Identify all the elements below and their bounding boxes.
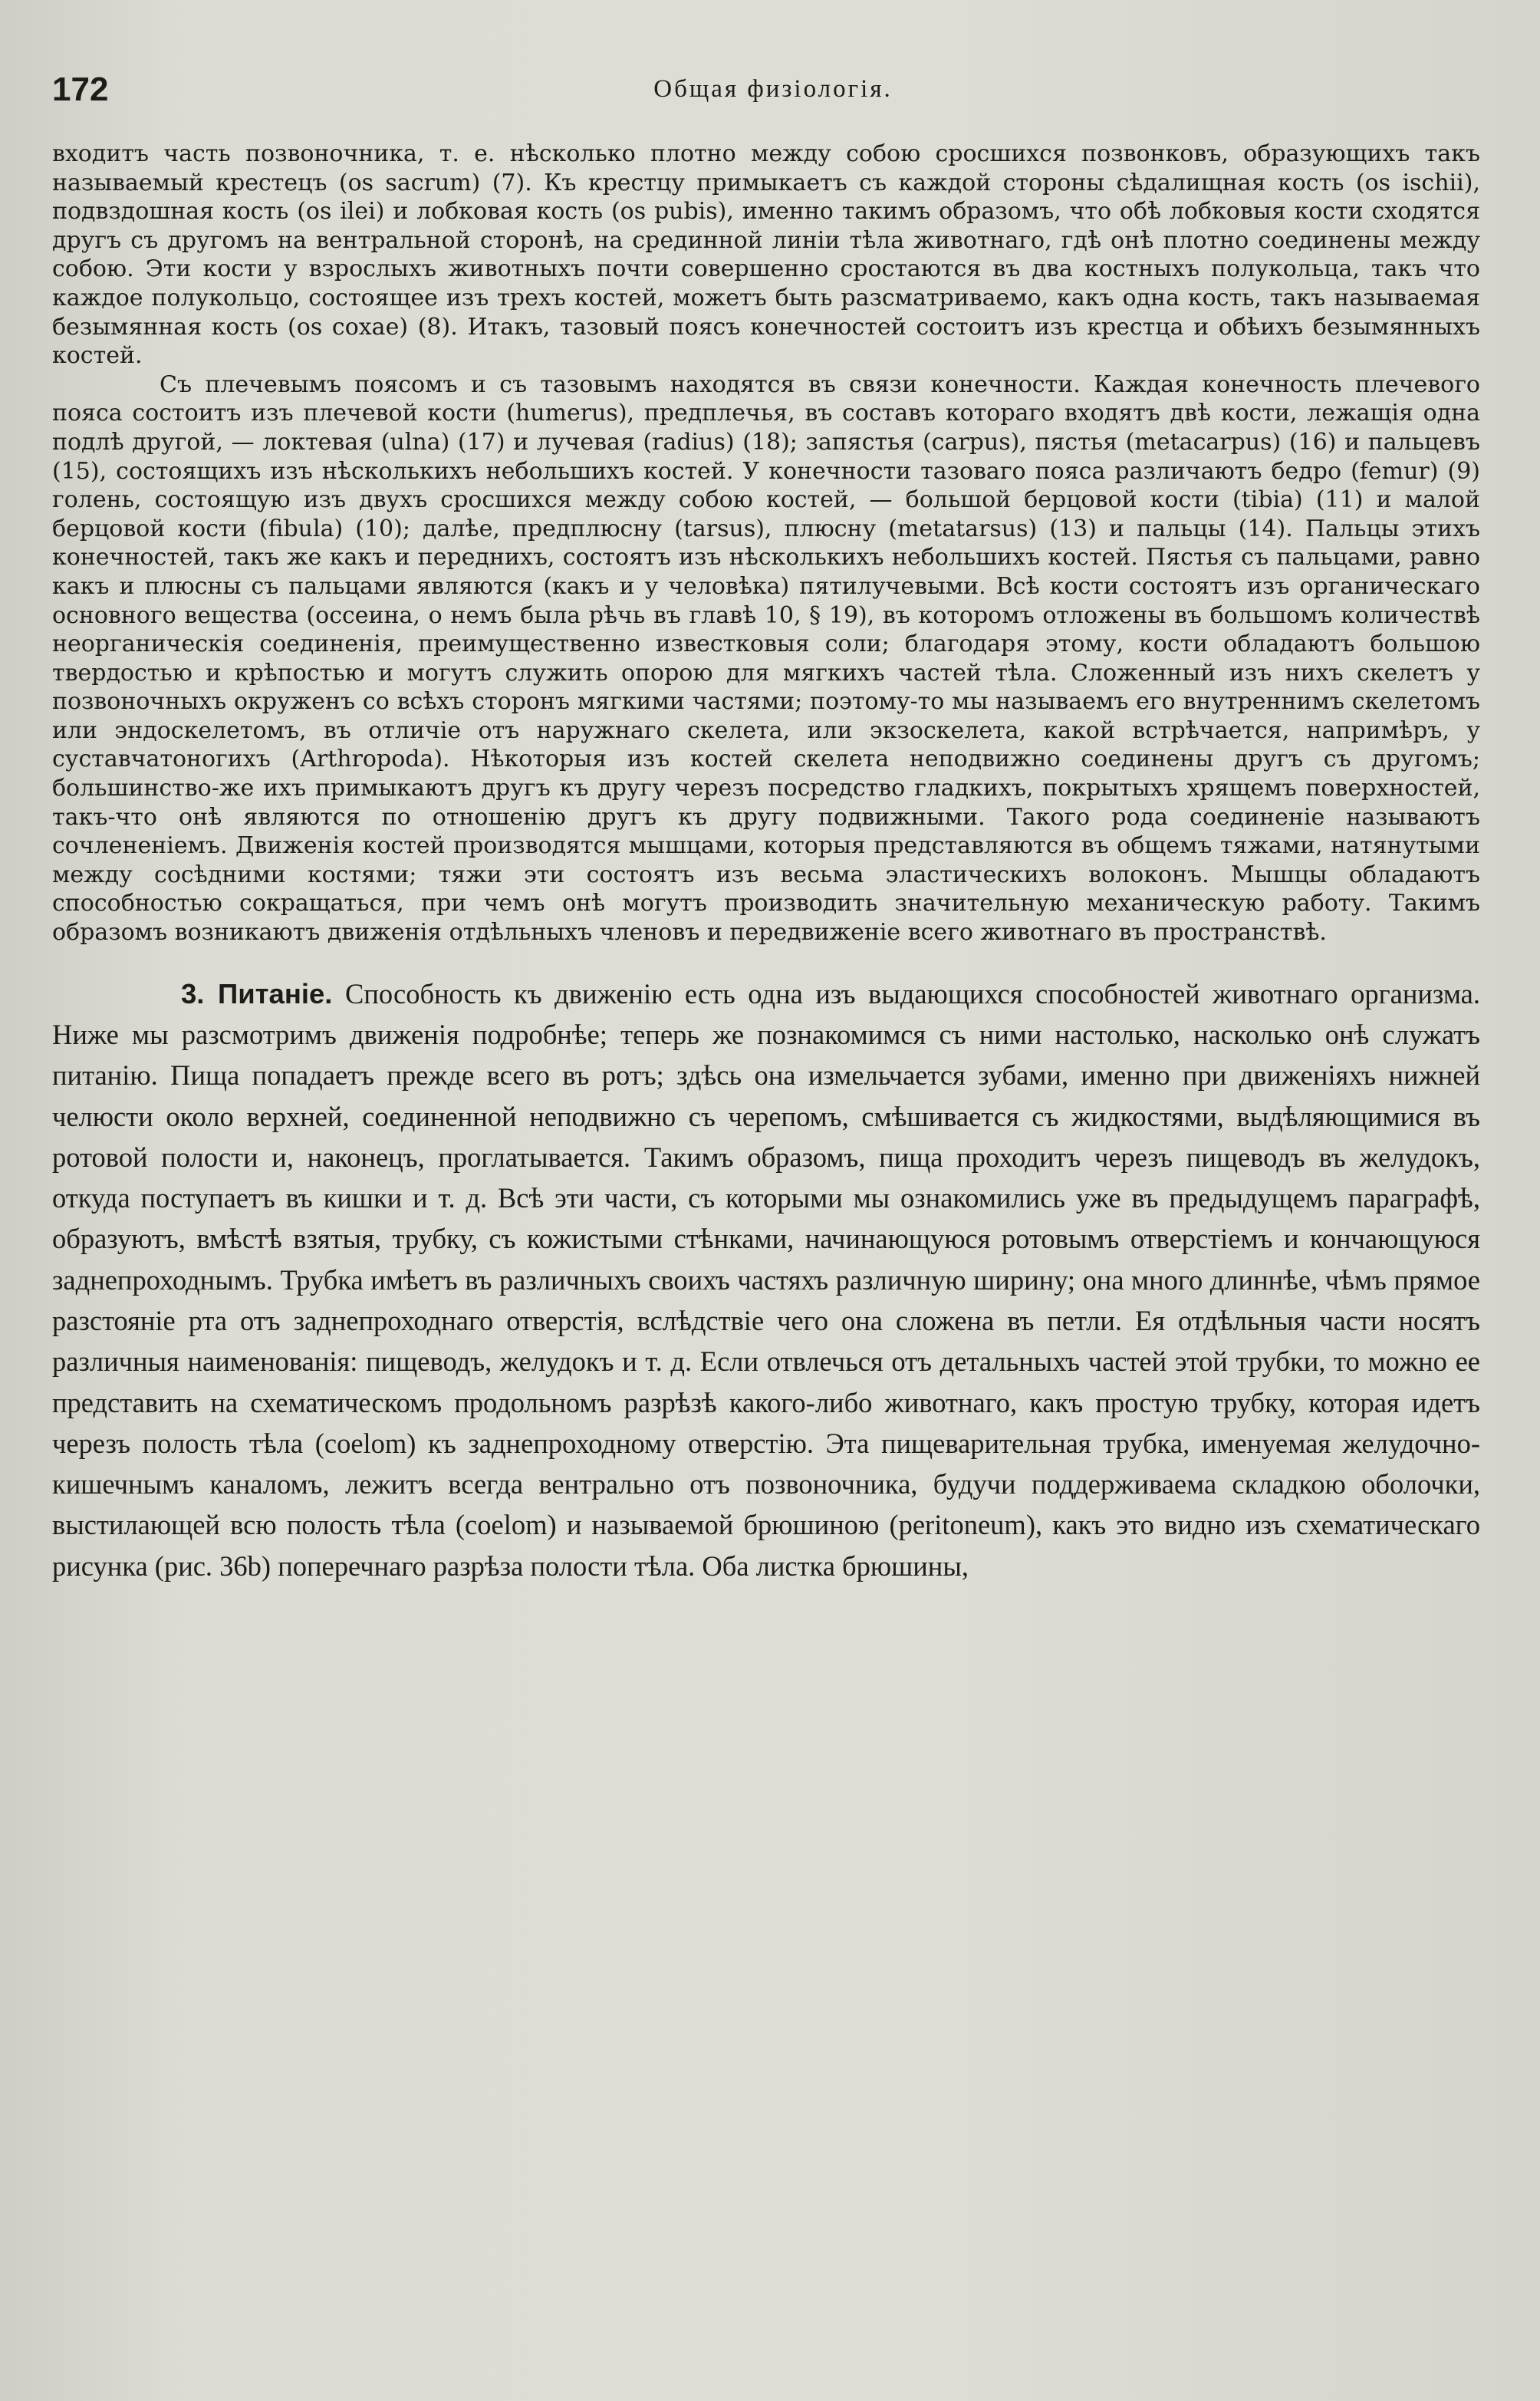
section-heading: 3. Питанiе. [181,977,333,1009]
paragraph-pelvic-girdle: входитъ часть позвоночника, т. е. нѣсколько плотно между собою сросшихся позвонковъ, образующихъ такъ называемый крестецъ (os sacrum) (7). Къ крестцу примыкаетъ съ каждой стороны сѣдалищная кость (os ischii), подвздошная кость (os ilei) и лобковая кость (os pubis), именно такимъ образомъ, что обѣ лобковыя кости сходятся другъ съ другомъ на вентральной сторонѣ, на срединной линiи тѣла животнаго, гдѣ онѣ плотно соединены между собою. Эти кости у взрослыхъ животныхъ почти совершенно сростаются въ два костныхъ полукольца, такъ что каждое полукольцо, состоящее изъ трехъ костей, можетъ быть разсматриваемо, какъ одна кость, такъ называемая безымянная кость (os coxae) (8). Итакъ, тазовый поясъ конечностей состоитъ изъ крестца и обѣихъ безымянныхъ костей. [52,140,1480,370]
page-header [52,71,1494,117]
section-nutrition [52,973,1480,1586]
page-number: 172 [52,71,109,108]
section-text: Способность къ движенiю есть одна изъ выдающихся способностей животнаго организма. Ниже мы разсмотримъ движенiя подробнѣе; теперь же познакомимся съ ними настолько, насколько онѣ служатъ питанiю. Пища попадаетъ прежде всего въ ротъ; здѣсь она измельчается зубами, именно при движенiяхъ нижней челюсти около верхней, соединенной неподвижно съ черепомъ, смѣшивается съ жидкостями, выдѣляющимися въ ротовой полости и, наконецъ, проглатывается. Такимъ образомъ, пища проходитъ черезъ пищеводъ въ желудокъ, откуда поступаетъ въ кишки и т. д. Всѣ эти части, съ которыми мы ознакомились уже въ предыдущемъ параграфѣ, образуютъ, вмѣстѣ взятыя, трубку, съ кожистыми стѣнками, начинающуюся ротовымъ отверстiемъ и кончающуюся заднепроходнымъ. Трубка имѣетъ въ различныхъ своихъ частяхъ различную ширину; она много длиннѣе, чѣмъ прямое разстоянiе рта отъ заднепроходнаго отверстiя, вслѣдствiе чего она сложена въ петли. Ея отдѣльныя части носятъ различныя наименованiя: пищеводъ, желудокъ и т. д. Если отвлечься отъ детальныхъ частей этой трубки, то можно ее представить на схематическомъ продольномъ разрѣзѣ какого-либо животнаго, какъ простую трубку, которая идетъ черезъ полость тѣла (coelom) къ заднепроходному отверстiю. Эта пищеварительная трубка, именуемая желудочно-кишечнымъ каналомъ, лежитъ всегда вентрально отъ позвоночника, будучи поддерживаема складкою оболочки, выстилающей всю полость тѣла (coelom) и называемой брюшиною (peritoneum), какъ это видно изъ схематическаго рисунка (рис. 36b) поперечнаго разрѣза полости тѣла. Оба листка брюшины, [52,977,1480,1582]
page-body [52,140,1480,1586]
running-title: Общая физiологiя. [653,75,893,103]
paragraph-limbs: Съ плечевымъ поясомъ и съ тазовымъ находятся въ связи конечности. Каждая конечность плечевого пояса состоитъ изъ плечевой кости (humerus), предплечья, въ составъ котораго входятъ двѣ кости, лежащiя одна подлѣ другой, — локтевая (ulna) (17) и лучевая (radius) (18); запястья (carpus), пястья (metacarpus) (16) и пальцевъ (15), состоящихъ изъ нѣсколькихъ небольшихъ костей. У конечности тазоваго пояса различаютъ бедро (femur) (9) голень, состоящую изъ двухъ сросшихся между собою костей, — большой берцовой кости (tibia) (11) и малой берцовой кости (fibula) (10); далѣе, предплюсну (tarsus), плюсну (metatarsus) (13) и пальцы (14). Пальцы этихъ конечностей, такъ же какъ и переднихъ, состоятъ изъ нѣсколькихъ небольшихъ костей. Пястья съ пальцами, равно какъ и плюсны съ пальцами являются (какъ и у человѣка) пятилучевыми. Всѣ кости состоятъ изъ органическаго основного вещества (оссеина, о немъ была рѣчь въ главѣ 10, § 19), въ которомъ отложены въ большомъ количествѣ неорганическiя соединенiя, преимущественно известковыя соли; благодаря этому, кости обладаютъ большою твердостью и крѣпостью и могутъ служить опорою для мягкихъ частей тѣла. Сложенный изъ нихъ скелетъ у позвоночныхъ окруженъ со всѣхъ сторонъ мягкими частями; поэтому-то мы называемъ его внутреннимъ скелетомъ или эндоскелетомъ, въ отличiе отъ наружнаго скелета, или экзоскелета, какой встрѣчается, напримѣръ, у суставчатоногихъ (Arthropoda). Нѣкоторыя изъ костей скелета неподвижно соединены другъ съ другомъ; большинство-же ихъ примыкаютъ другъ къ другу черезъ посредство гладкихъ, покрытыхъ хрящемъ поверхностей, такъ-что онѣ являются по отношенiю другъ къ другу подвижными. Такого рода соединенiе называютъ сочлененiемъ. Движенiя костей производятся мышцами, которыя представляются въ общемъ тяжами, натянутыми между сосѣдними костями; тяжи эти состоятъ изъ весьма эластическихъ волоконъ. Мышцы обладаютъ способностью сокращаться, при чемъ онѣ могутъ производить значительную механическую работу. Такимъ образомъ возникаютъ движенiя отдѣльныхъ членовъ и передвиженiе всего животнаго въ пространствѣ. [52,371,1480,947]
